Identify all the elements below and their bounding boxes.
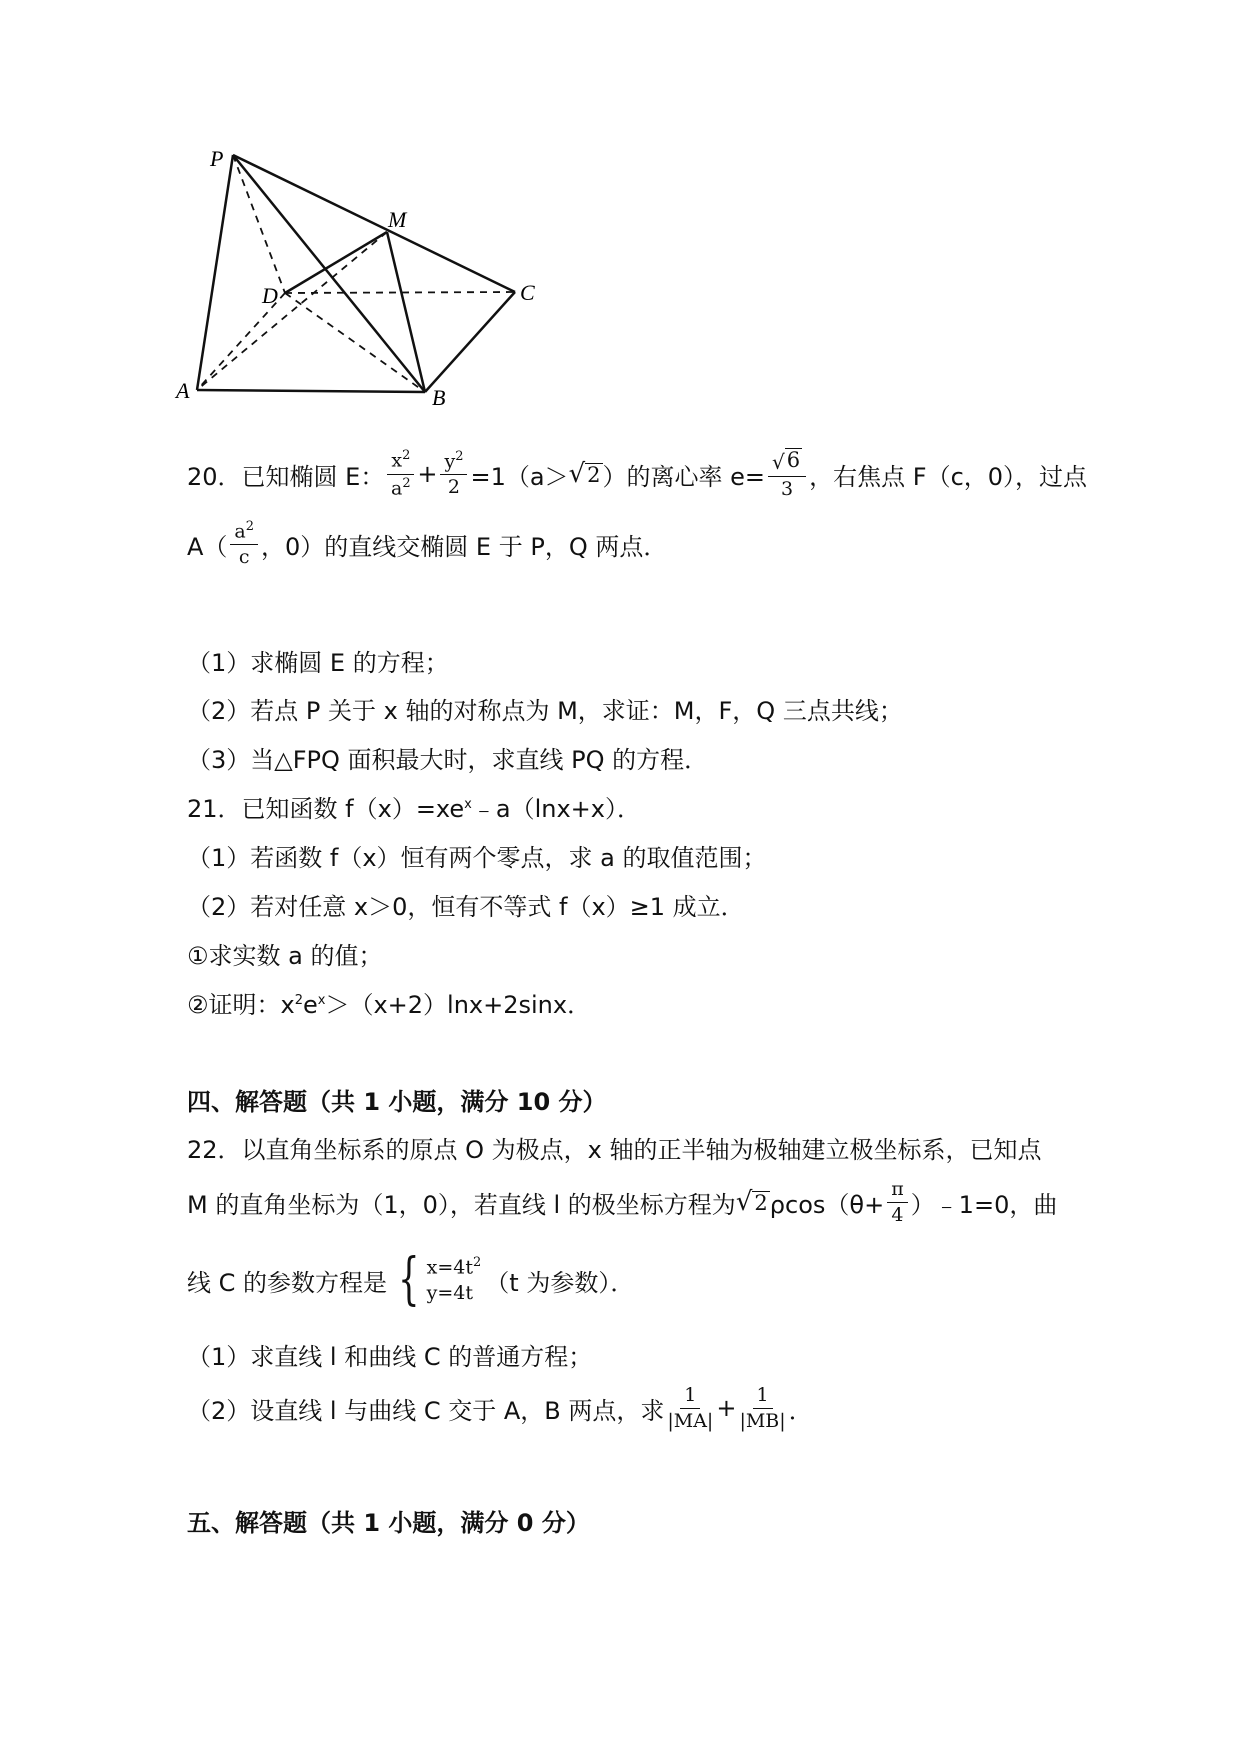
pyramid-figure [160,140,560,430]
q21-c2-text-1: ②证明：x [187,991,295,1019]
section-5-heading: 五、解答题（共 1 小题，满分 0 分） [187,1509,590,1537]
label-d: D [262,283,278,308]
one-over-ma-fraction [667,1385,713,1432]
a-var-2: a [234,520,246,543]
q21-line1 [187,789,641,824]
q20-sub1: （1）求椭圆 E 的方程； [187,649,449,677]
sqrt-2-radicand: 2 [587,462,601,487]
label-c: C [520,280,535,305]
q21-c2-text-2: e [303,991,318,1019]
q20-line2 [187,514,667,574]
denominator-four: 4 [891,1203,904,1226]
ma-abs: |MA| [667,1409,714,1432]
q22-sub2: （2）设直线 l 与曲线 C 交于 A，B 两点，求 $\frac{1}{|MA|}$ + $\frac{1}{|MB|}$ ． [187,1383,813,1432]
label-p: P [210,146,224,171]
c-var: c [238,546,250,569]
numerator-one-b: 1 [753,1385,773,1409]
param-y: y=4t [426,1281,474,1304]
q22-text-2: ρcos（θ+ [769,1190,885,1219]
q22-text-5: （t 为参数）． [485,1268,635,1297]
pi-symbol: π [887,1179,908,1203]
one-over-mb-fraction [739,1385,785,1432]
q20-sub2: （2）若点 P 关于 x 轴的对称点为 M，求证：M，F，Q 三点共线； [187,697,903,725]
x-var: x [391,449,403,472]
param-x: x=4t [426,1256,474,1279]
section-4-heading: 四、解答题（共 1 小题，满分 10 分） [187,1088,607,1116]
y2-over-2-fraction: $\frac{y^2}{2}$ [440,450,467,498]
label-b: B [432,385,446,410]
q21-sub2: （2）若对任意 x＞0，恒有不等式 f（x）≥1 成立． [187,893,745,921]
q20-text-2: =1（a＞ [470,462,569,491]
q20-text-6: ，0）的直线交椭圆 E 于 P，Q 两点． [261,532,668,561]
a2-over-c-fraction: $\frac{a^2}{c}$ [230,520,258,568]
x2-over-a2-fraction: $\frac{x^2}{a^2}$ [387,449,414,498]
sqrt-2-b: √ 2 [735,1187,768,1217]
q21-text-1: 21．已知函数 f（x）=xe [187,795,465,823]
param-x-sup: 2 [473,1254,482,1270]
q22-line2 [187,1172,1057,1232]
sqrt-2: √ 2 [568,459,601,489]
plus-sign: + [417,460,438,488]
q21-item1: ①求实数 a 的值； [187,942,383,970]
q22-sub1: （1）求直线 l 和曲线 C 的普通方程； [187,1343,593,1371]
q20-text-1: 20．已知椭圆 E： [187,462,385,491]
q21-c2-text-3: ＞（x+2）lnx+2sinx． [325,991,592,1019]
sqrt-6-radicand: 6 [786,448,801,473]
label-a: A [176,378,190,403]
q21-sup-x: x [464,797,472,812]
q21-text-2: ﹣a（lnx+x）． [471,795,641,823]
sqrt-2-b-radicand: 2 [754,1190,768,1215]
a-var: a [391,476,403,499]
q20-sub3: （3）当△FPQ 面积最大时，求直线 PQ 的方程． [187,746,709,774]
q22-text-1: M 的直角坐标为（1，0），若直线 l 的极坐标方程为 [187,1190,736,1219]
q21-item2 [187,985,591,1020]
mb-abs: |MB| [739,1409,786,1432]
q22-text-7: ． [788,1396,813,1425]
q20-text-3: ）的离心率 e= [602,462,766,491]
parametric-system: { $x=4t^2$ y=4t [398,1247,482,1312]
label-m: M [388,207,407,232]
pi-over-4-fraction [887,1179,908,1226]
q21-c2-sup2: 2 [294,993,303,1008]
q22-text-3: ）﹣1=0，曲 [910,1190,1058,1219]
q21-sub1: （1）若函数 f（x）恒有两个零点，求 a 的取值范围； [187,844,767,872]
q21-c2-supx: x [317,993,326,1008]
q20-text-5: A（ [187,532,228,561]
y-var: y [444,450,456,473]
q22-text-6: （2）设直线 l 与曲线 C 交于 A，B 两点，求 [187,1396,665,1425]
q22-line3 [187,1243,634,1317]
q20-line1 [187,444,1087,504]
numerator-one-a: 1 [680,1385,700,1409]
q22-text-4: 线 C 的参数方程是 [187,1268,388,1297]
sqrt6-over-3-fraction: √ 6 3 [768,448,806,500]
denominator-two: 2 [447,476,460,499]
denominator-three: 3 [781,478,794,501]
q20-text-4: ，右焦点 F（c，0），过点 [809,462,1088,491]
q22-line1: 22．以直角坐标系的原点 O 为极点，x 轴的正半轴为极轴建立极坐标系，已知点 [187,1136,1042,1164]
